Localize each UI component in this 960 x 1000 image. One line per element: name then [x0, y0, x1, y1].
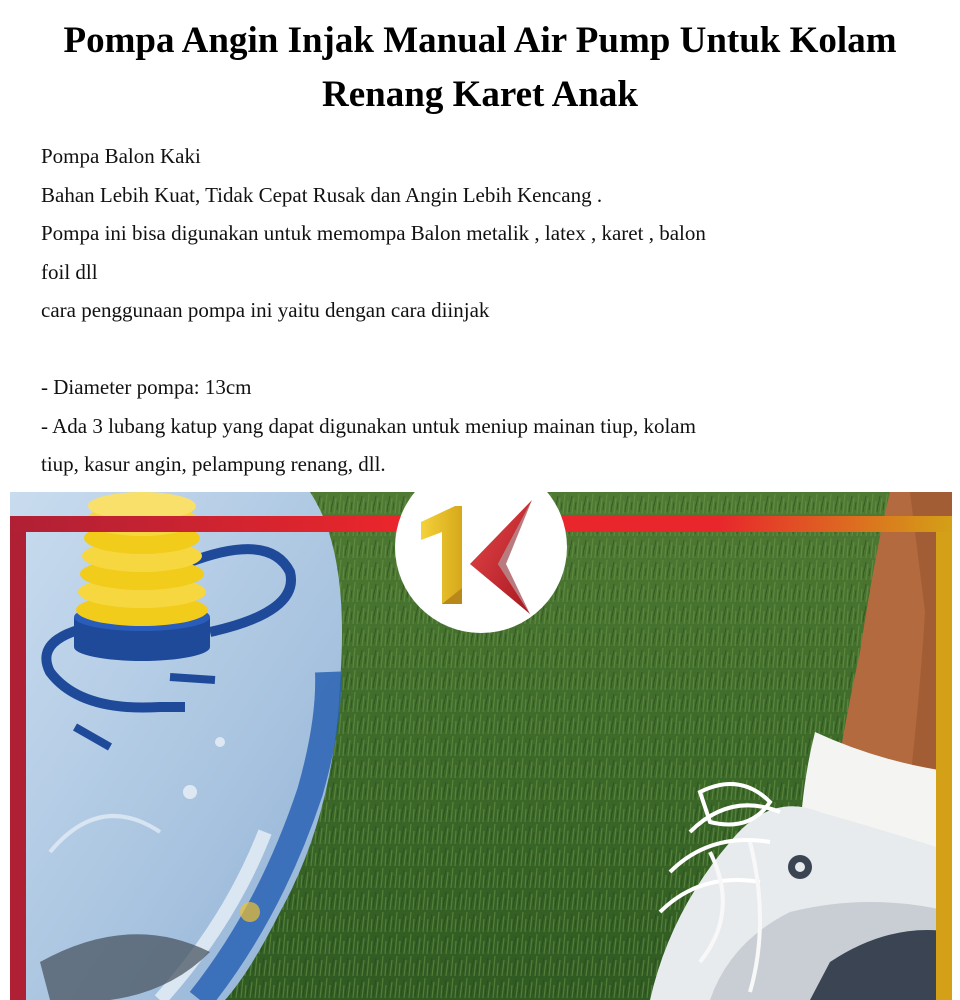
description-line: cara penggunaan pompa ini yaitu dengan cara diinjak: [41, 298, 490, 322]
description-line: tiup, kasur angin, pelampung renang, dll.: [41, 452, 386, 476]
description-line: Bahan Lebih Kuat, Tidak Cepat Rusak dan Angin Lebih Kencang .: [41, 182, 603, 207]
description-line: Pompa ini bisa digunakan untuk memompa Balon metalik , latex , karet , balon: [41, 221, 706, 245]
product-photo: [10, 492, 952, 1000]
product-description: [41, 137, 881, 484]
description-line: Pompa Balon Kaki: [41, 144, 201, 168]
description-line: - Ada 3 lubang katup yang dapat digunakan untuk meniup mainan tiup, kolam: [41, 413, 696, 438]
description-line: foil dll: [41, 259, 98, 284]
product-image[interactable]: [10, 492, 952, 1000]
description-spacer: [41, 330, 881, 369]
description-line: - Diameter pompa: 13cm: [41, 375, 252, 399]
product-title: Pompa Angin Injak Manual Air Pump Untuk Kolam Renang Karet Anak: [63, 20, 897, 115]
